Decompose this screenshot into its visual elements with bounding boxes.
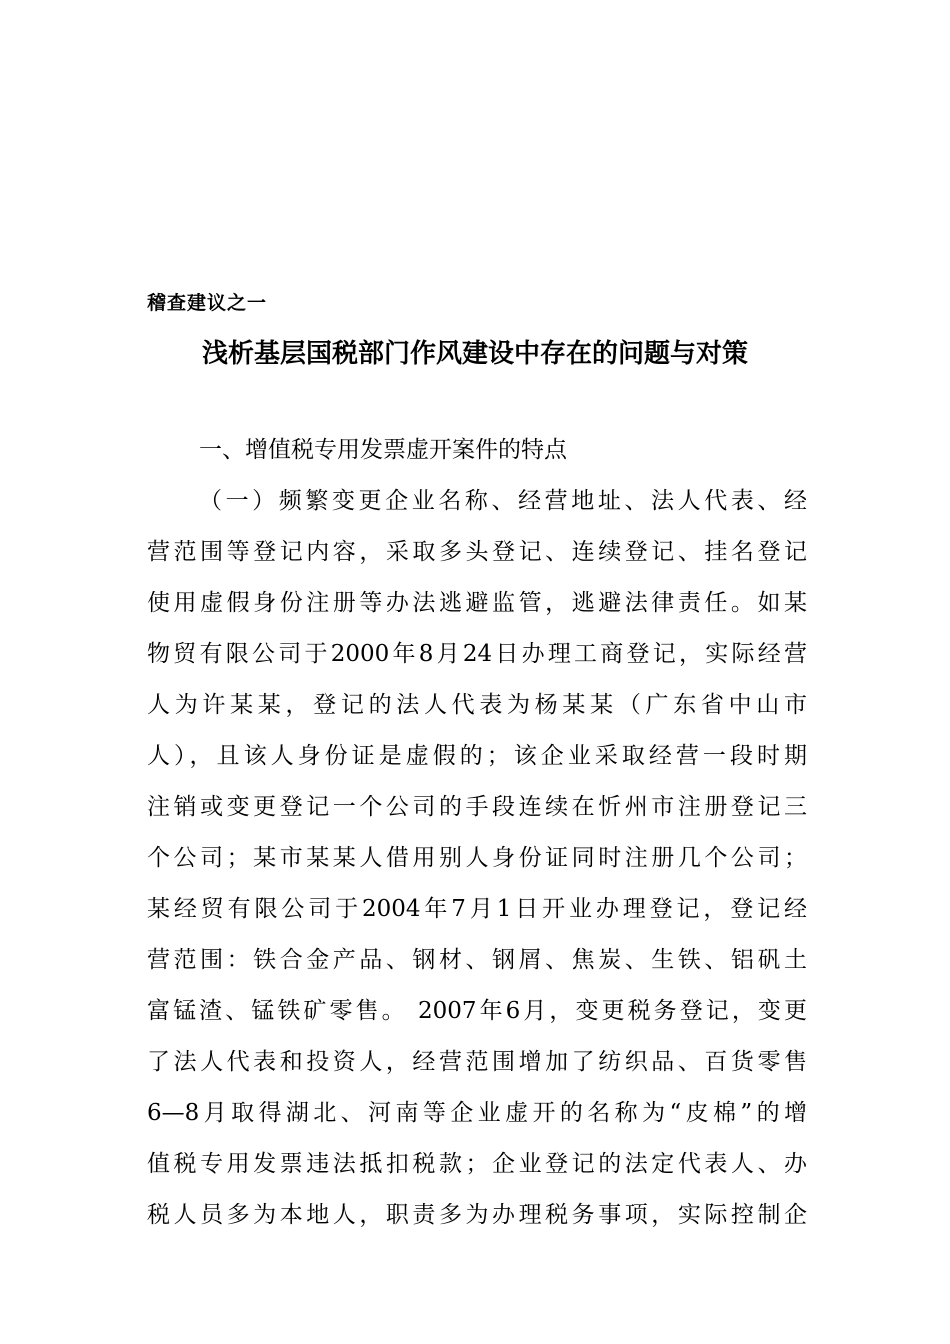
paragraph-line: 值税专用发票违法抵扣税款；企业登记的法定代表人、办 [147,1151,807,1177]
paragraph-line: 注销或变更登记一个公司的手段连续在忻州市注册登记三 [147,794,807,820]
paragraph-line: 物贸有限公司于2000年8月24日办理工商登记，实际经营 [147,641,807,667]
paragraph-line: 某经贸有限公司于2004年7月1日开业办理登记，登记经 [147,896,807,922]
section-heading: 一、增值税专用发票虚开案件的特点 [199,437,567,463]
paragraph-line: 税人员多为本地人，职责多为办理税务事项，实际控制企 [147,1202,807,1228]
paragraph-line: 人为许某某，登记的法人代表为杨某某（广东省中山市 [147,692,807,718]
document-body [147,430,807,1246]
paragraph-line: （一）频繁变更企业名称、经营地址、法人代表、经 [199,488,807,514]
paragraph-line: 富锰渣、锰铁矿零售。 2007年6月，变更税务登记，变更 [147,998,807,1024]
paragraph-line: 人），且该人身份证是虚假的；该企业采取经营一段时期 [147,743,807,769]
paragraph-line: 营范围等登记内容，采取多头登记、连续登记、挂名登记 [147,539,807,565]
paragraph-line: 个公司；某市某某人借用别人身份证同时注册几个公司； [147,845,807,871]
paragraph-line: 了法人代表和投资人，经营范围增加了纺织品、百货零售 [147,1049,807,1075]
document-subtitle: 稽查建议之一 [147,292,268,314]
paragraph-line: 6—8月取得湖北、河南等企业虚开的名称为“皮棉”的增 [147,1100,807,1126]
paragraph-line: 营范围：铁合金产品、钢材、钢屑、焦炭、生铁、铝矾土 [147,947,807,973]
document-title: 浅析基层国税部门作风建设中存在的问题与对策 [201,339,748,369]
paragraph-line: 使用虚假身份注册等办法逃避监管，逃避法律责任。如某 [147,590,807,616]
